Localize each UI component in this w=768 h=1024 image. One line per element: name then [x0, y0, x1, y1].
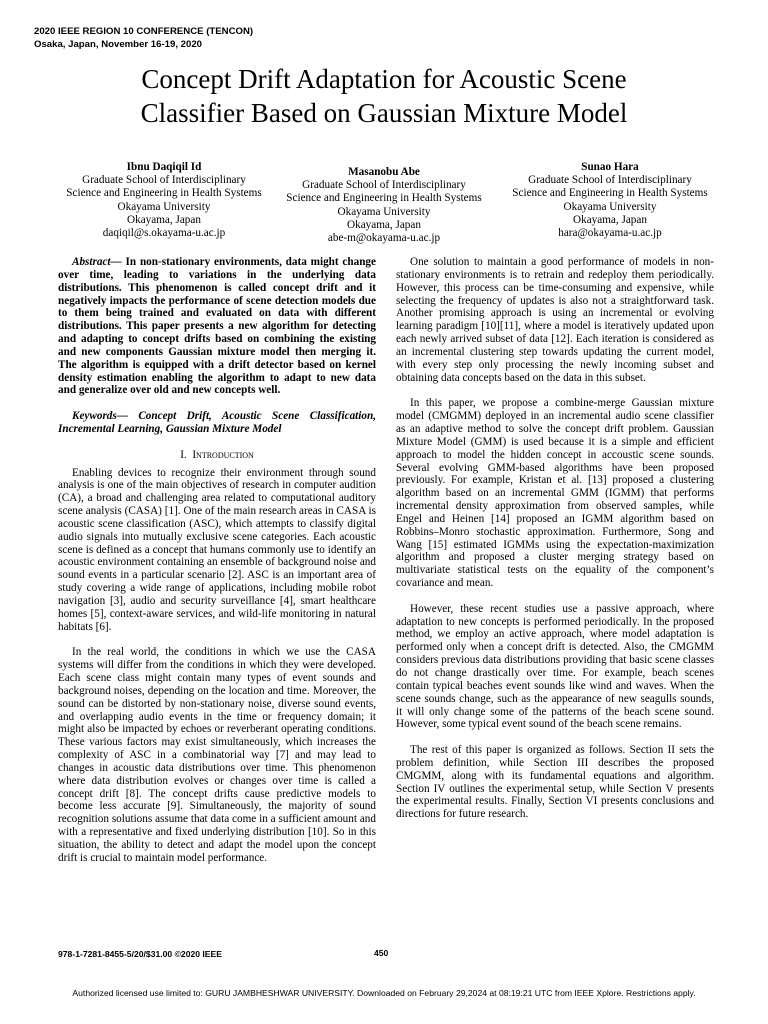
conference-name: 2020 IEEE REGION 10 CONFERENCE (TENCON)	[34, 26, 254, 37]
author-name: Ibnu Daqiqil Id	[126, 161, 202, 173]
abstract-text: In non-stationary environments, data might change over time, leading to variations in the underlying data distributions. This phenomenon is called concept drift and it negatively impacts the performance of scene detection models due to them being trained and evaluated on data with different distributions. This paper presents a new algorithm for detecting and adapting to concept drifts based on combining the existing and new components Gaussian mixture model then merging it. The algorithm is equipped with a drift detector based on kernel density estimation enabling the algorithm to adapt to new data and generalize over old and new concepts well.	[58, 256, 376, 397]
page-number: 450	[374, 948, 389, 958]
conference-header	[34, 26, 253, 51]
keywords-label: Keywords—	[72, 410, 128, 423]
paper-title-line-2: Classifier Based on Gaussian Mixture Model	[140, 97, 628, 128]
body-paragraph: The rest of this paper is organized as follows. Section II sets the problem definition, while Section III describes the proposed CMGMM, along with its fundamental equations and algorithm. Section IV outlines the experimental setup, while Section V presents the experimental results. Finally, Section VI presents conclusions and directions for future research.	[396, 744, 714, 821]
author-affiliation: Science and Engineering in Health Systems	[512, 187, 708, 200]
body-paragraph: In the real world, the conditions in which we use the CASA systems will differ from the conditions in which they were developed. Each scene class might contain many types of event sounds and background noises, depending on the location and time. Moreover, the sound can be distorted by non-stationary noise, diverse sound events, and overlapping audio events in the time or frequency domain; it might also be impacted by echoes or reverberant operating conditions. These various factors may exist simultaneously, which increases the complexity of ASC in a combinatorial way [7] and may lead to changes in acoustic data distributions over time. This phenomenon where data distribution evolves or changes over time is called a concept drift [8]. The concept drifts cause predictive models to become less accurate [9]. Simultaneously, the majority of sound recognition solutions assume that data come in a sufficient amount and with a representative and fixed underlying distribution [10]. So in this situation, the ability to detect and adapt the model upon the concept drift is crucial to maintain model performance.	[58, 646, 376, 864]
paper-title-line-1: Concept Drift Adaptation for Acoustic Scene	[141, 64, 627, 94]
abstract-label: Abstract—	[72, 256, 122, 268]
section-title: Introduction	[192, 448, 254, 461]
author-location: Okayama, Japan	[347, 218, 421, 231]
author-university: Okayama University	[563, 200, 657, 213]
author-location: Okayama, Japan	[127, 213, 201, 226]
author-location: Okayama, Japan	[573, 213, 647, 226]
author-university: Okayama University	[117, 200, 211, 213]
author-affiliation: Science and Engineering in Health Systems	[66, 187, 262, 200]
author-affiliation: Graduate School of Interdisciplinary	[302, 179, 466, 192]
copyright-isbn: 978-1-7281-8455-5/20/$31.00 ©2020 IEEE	[58, 949, 223, 959]
right-column	[396, 256, 714, 834]
body-paragraph: One solution to maintain a good performance of models in non-stationary environments is to retrain and redeploy them periodically. However, this process can be time-consuming and expensive, while selecting the frequency of updates is also not a straightforward task. Another promising approach is using an incremental or evolving learning paradigm [10][11], where a model is iteratively updated upon each newly arrived subset of data [12]. Each iteration is considered as an incremental clustering step towards updating the current model, with every step only processing the newly incoming subset and obtaining data concepts based on the data in this subset.	[396, 256, 714, 384]
section-heading-introduction	[58, 449, 376, 462]
body-paragraph: However, these recent studies use a passive approach, where adaptation to new concepts is performed periodically. In the proposed method, we employ an active approach, where model adaptation is performed only when a concept drift is detected. Also, the CMGMM considers previous data distributions providing that basic scene classes do not change drastically over time. For example, beach scenes contain typical beaches event sounds like wind and waves. When the scene sounds change, such as the appearance of new seagulls sounds, it will only change some of the patterns of the beach scene sound. However, some typical event sound of the beach scene remains.	[396, 602, 714, 731]
keywords	[58, 410, 376, 436]
author-email: hara@okayama-u.ac.jp	[558, 227, 662, 240]
body-paragraph: In this paper, we propose a combine-merge Gaussian mixture model (CMGMM) deployed in an incremental audio scene classifier as an adaptive method to solve the concept drift problem. Gaussian Mixture Model (GMM) is used because it is a simple and efficient approach to model the hidden concept in accoustic scene sounds. Several evolving GMM-based algorithms have been proposed previously. For example, Kristan et al. [13] proposed a clustering algorithm based on an incremental GMM (IGMM) that performs incremental density approximation from observed samples, while Engel and Heinen [14] proposed an IGMM algorithm based on Robbins–Monro stochastic approximation. Furthermore, Song and Wang [15] estimated IGMMs using the expectation-maximization algorithm and proposed a cluster merging strategy based on multivariate statistical tests on the equality of the component’s covariance and mean.	[396, 397, 714, 590]
keywords-text: Concept Drift, Acoustic Scene Classification, Incremental Learning, Gaussian Mixture Model	[58, 410, 376, 435]
license-notice: Authorized licensed use limited to: GURU JAMBHESHWAR UNIVERSITY. Downloaded on February 29,2024 at 08:19:21 UTC from IEEE Xplore. Restrictions apply.	[72, 988, 696, 998]
paper-title	[40, 63, 728, 130]
author-block-1	[44, 161, 284, 240]
author-email: daqiqil@s.okayama-u.ac.jp	[102, 227, 226, 240]
author-block-3	[490, 161, 730, 240]
conference-location-date: Osaka, Japan, November 16-19, 2020	[34, 38, 202, 50]
abstract	[58, 256, 376, 397]
author-block-2	[264, 166, 504, 245]
author-name: Sunao Hara	[581, 161, 639, 173]
author-affiliation: Science and Engineering in Health Systems	[286, 192, 482, 205]
author-email: abe-m@okayama-u.ac.jp	[327, 232, 441, 245]
author-name: Masanobu Abe	[348, 166, 420, 178]
author-affiliation: Graduate School of Interdisciplinary	[82, 174, 246, 187]
author-university: Okayama University	[337, 205, 431, 218]
section-number: I.	[180, 448, 187, 461]
author-affiliation: Graduate School of Interdisciplinary	[528, 174, 692, 187]
body-paragraph: Enabling devices to recognize their environment through sound analysis is one of the main objectives of research in computer audition (CA), a broad and challenging area related to computational auditory scene analysis (CASA) [1]. One of the main research areas in CASA is acoustic scene classification (ASC), which attempts to classify digital audio signals into mutually exclusive scene categories. Each acoustic scene is defined as a concept that humans commonly use to identify an acoustic environment containing an ensemble of background noise and sound events in a particular scenario [2]. ASC is an important area of study covering a wide range of applications, including mobile robot navigation [3], audio and security surveillance [4], smart healthcare homes [5], context-aware services, and wild-life monitoring in natural habitats [6].	[58, 466, 376, 633]
left-column	[58, 256, 376, 878]
